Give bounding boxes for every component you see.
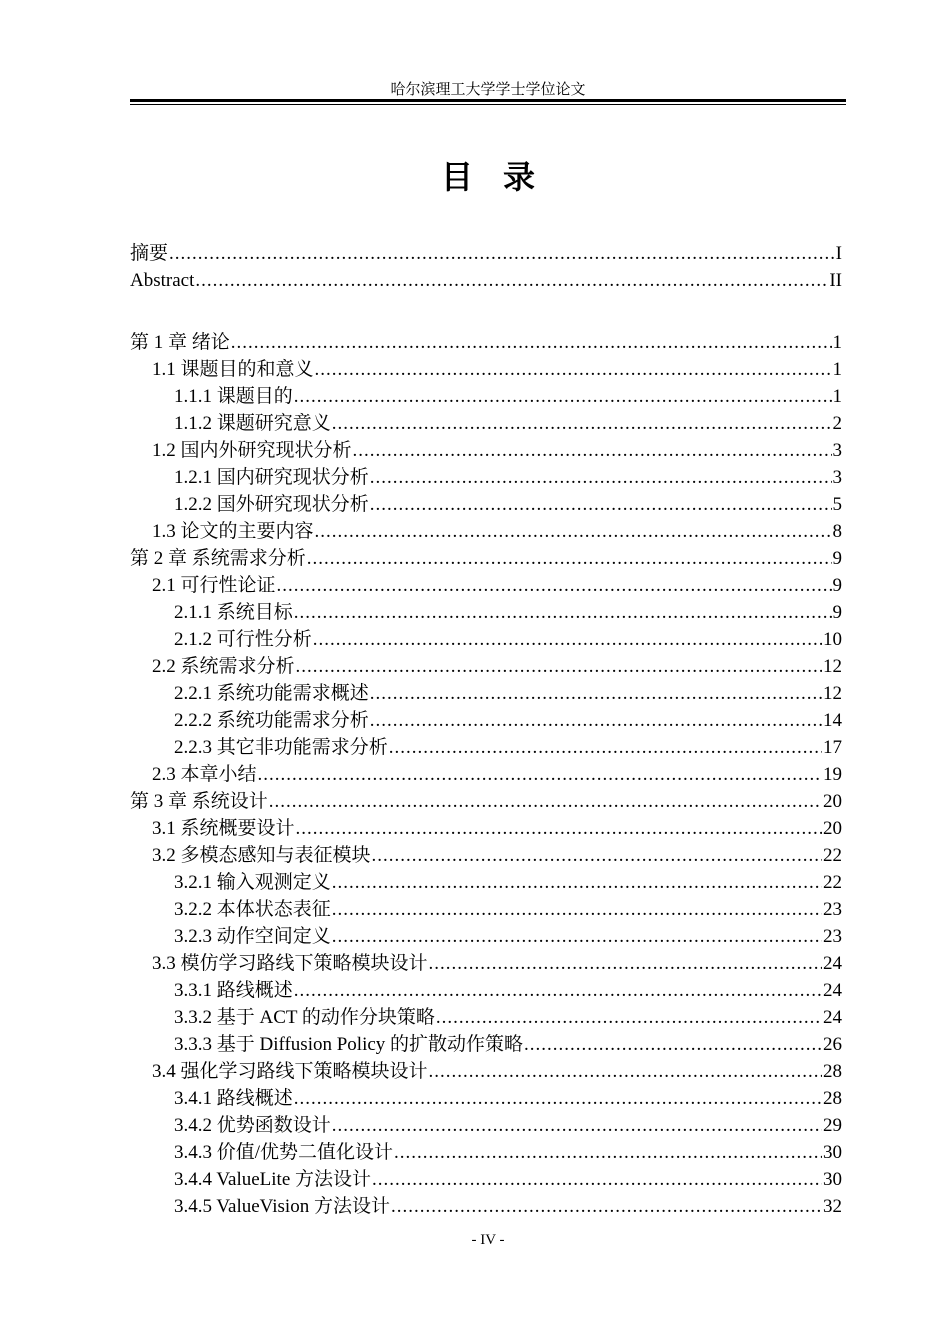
toc-dot-leader	[370, 680, 822, 707]
toc-entry-label: 3.2 多模态感知与表征模块	[152, 845, 371, 866]
toc-entry-page: 12	[823, 683, 842, 704]
toc-dot-leader	[315, 356, 832, 383]
toc-dot-leader	[429, 950, 822, 977]
toc-entry-page: 22	[823, 872, 842, 893]
page-title: 目录	[440, 158, 565, 196]
toc-entry[interactable]	[130, 1085, 842, 1112]
toc-dot-leader	[169, 240, 835, 267]
toc-entry[interactable]	[130, 896, 842, 923]
toc-dot-leader	[372, 842, 822, 869]
toc-entry-label: 3.3 模仿学习路线下策略模块设计	[152, 953, 428, 974]
toc-entry[interactable]	[130, 1004, 842, 1031]
toc-entry-label: 3.4.1 路线概述	[174, 1088, 293, 1109]
toc-entry-label: 3.2.1 输入观测定义	[174, 872, 331, 893]
toc-entry-page: 24	[823, 1007, 842, 1028]
toc-entry[interactable]	[130, 240, 842, 267]
toc-entry[interactable]	[130, 1112, 842, 1139]
toc-entry-page: 28	[823, 1088, 842, 1109]
header-rule-thick	[130, 99, 846, 102]
toc-dot-leader	[394, 1139, 822, 1166]
toc-entry[interactable]	[130, 1031, 842, 1058]
toc-entry-page: I	[835, 243, 842, 264]
toc-entry-page: 22	[823, 845, 842, 866]
toc-dot-leader	[294, 599, 832, 626]
toc-dot-leader	[429, 1058, 822, 1085]
toc-entry-page: 30	[823, 1169, 842, 1190]
toc-entry-page: 24	[823, 980, 842, 1001]
toc-entry[interactable]	[130, 599, 842, 626]
toc-entry-page: 30	[823, 1142, 842, 1163]
toc-entry-page: 29	[823, 1115, 842, 1136]
toc-entry-label: 第 3 章 系统设计	[130, 791, 268, 812]
toc-dot-leader	[391, 1193, 822, 1220]
toc-dot-leader	[524, 1031, 822, 1058]
toc-entry[interactable]	[130, 437, 842, 464]
toc-entry-label: 3.4.3 价值/优势二值化设计	[174, 1142, 394, 1163]
toc-entry[interactable]	[130, 329, 842, 356]
toc-dot-leader	[353, 437, 832, 464]
toc-entry-label: 第 1 章 绪论	[130, 332, 230, 353]
toc-dot-leader	[294, 1085, 822, 1112]
toc-entry-page: 9	[832, 575, 842, 596]
toc-dot-leader	[370, 707, 822, 734]
toc-entry-label: 2.2 系统需求分析	[152, 656, 295, 677]
toc-entry-label: 1.2 国内外研究现状分析	[152, 440, 352, 461]
toc-entry-page: 9	[832, 602, 842, 623]
toc-entry[interactable]	[130, 869, 842, 896]
toc-entry-label: 2.1.1 系统目标	[174, 602, 293, 623]
toc-dot-leader	[332, 410, 832, 437]
toc-entry[interactable]	[130, 626, 842, 653]
toc-entry-page: 20	[823, 791, 842, 812]
toc-entry-label: 1.1.2 课题研究意义	[174, 413, 331, 434]
toc-entry[interactable]	[130, 356, 842, 383]
toc-entry-label: 2.2.3 其它非功能需求分析	[174, 737, 388, 758]
toc-dot-leader	[307, 545, 832, 572]
toc-entry-label: 3.3.1 路线概述	[174, 980, 293, 1001]
toc-entry-label: 1.2.2 国外研究现状分析	[174, 494, 369, 515]
toc-dot-leader	[277, 572, 832, 599]
toc-dot-leader	[372, 1166, 822, 1193]
toc-entry[interactable]	[130, 410, 842, 437]
toc-entry-page: 2	[832, 413, 842, 434]
toc-entry[interactable]	[130, 707, 842, 734]
toc-dot-leader	[332, 923, 822, 950]
toc-entry-page: 5	[832, 494, 842, 515]
toc-entry[interactable]	[130, 923, 842, 950]
toc-entry-label: 2.3 本章小结	[152, 764, 257, 785]
toc-entry-label: Abstract	[130, 270, 195, 291]
toc-dot-leader	[370, 464, 832, 491]
toc-dot-leader	[332, 1112, 822, 1139]
toc-entry-label: 2.1 可行性论证	[152, 575, 276, 596]
toc-entry-label: 1.2.1 国内研究现状分析	[174, 467, 369, 488]
toc-entry-label: 第 2 章 系统需求分析	[130, 548, 306, 569]
toc-entry[interactable]	[130, 950, 842, 977]
toc-entry[interactable]	[130, 1139, 842, 1166]
toc-dot-leader	[296, 653, 822, 680]
toc-entry[interactable]	[130, 653, 842, 680]
toc-entry[interactable]	[130, 1193, 842, 1220]
toc-entry[interactable]	[130, 491, 842, 518]
toc-entry-page: 3	[832, 440, 842, 461]
toc-dot-leader	[296, 815, 822, 842]
toc-entry-label: 摘要	[130, 243, 169, 264]
running-header: 哈尔滨理工大学学士学位论文	[390, 82, 586, 98]
toc-entry-page: 1	[832, 386, 842, 407]
toc-entry-label: 1.1 课题目的和意义	[152, 359, 314, 380]
toc-entry-label: 3.2.2 本体状态表征	[174, 899, 331, 920]
toc-entry-page: 23	[823, 926, 842, 947]
toc-entry[interactable]	[130, 815, 842, 842]
toc-dot-leader	[269, 788, 822, 815]
toc-entry[interactable]	[130, 788, 842, 815]
toc-entry-page: 20	[823, 818, 842, 839]
toc-entry-page: 9	[832, 548, 842, 569]
toc-entry-label: 3.3.2 基于 ACT 的动作分块策略	[174, 1007, 435, 1028]
toc-dot-leader	[332, 869, 822, 896]
toc-entry[interactable]	[130, 545, 842, 572]
toc-entry[interactable]	[130, 734, 842, 761]
toc-entry[interactable]	[130, 1058, 842, 1085]
toc-entry-page: 3	[832, 467, 842, 488]
toc-entry-page: 12	[823, 656, 842, 677]
header-rule-thin	[130, 104, 846, 105]
toc-entry[interactable]	[130, 464, 842, 491]
toc-dot-leader	[315, 518, 832, 545]
toc-entry-page: 14	[823, 710, 842, 731]
toc-entry-page: 26	[823, 1034, 842, 1055]
toc-dot-leader	[370, 491, 832, 518]
toc-entry[interactable]	[130, 761, 842, 788]
toc-dot-leader	[436, 1004, 822, 1031]
toc-entry-label: 3.4 强化学习路线下策略模块设计	[152, 1061, 428, 1082]
page-number: - IV -	[471, 1232, 505, 1248]
toc-entry[interactable]	[130, 1166, 842, 1193]
toc-entry-label: 3.4.2 优势函数设计	[174, 1115, 331, 1136]
toc-entry[interactable]	[130, 842, 842, 869]
toc-dot-leader	[294, 383, 832, 410]
toc-entry-page: II	[829, 270, 842, 291]
toc-entry-label: 2.2.2 系统功能需求分析	[174, 710, 369, 731]
toc-entry-page: 32	[823, 1196, 842, 1217]
toc-entry-label: 1.1.1 课题目的	[174, 386, 293, 407]
toc-entry-label: 3.4.4 ValueLite 方法设计	[174, 1169, 372, 1190]
toc-dot-leader	[313, 626, 822, 653]
toc-entry-label: 3.4.5 ValueVision 方法设计	[174, 1196, 390, 1217]
toc-entry-page: 23	[823, 899, 842, 920]
toc-entry-page: 8	[832, 521, 842, 542]
toc-dot-leader	[332, 896, 822, 923]
toc-entry[interactable]	[130, 572, 842, 599]
toc-entry[interactable]	[130, 977, 842, 1004]
toc-entry-page: 1	[832, 332, 842, 353]
toc-entry-page: 24	[823, 953, 842, 974]
toc-entry-page: 19	[823, 764, 842, 785]
toc-entry-label: 2.2.1 系统功能需求概述	[174, 683, 369, 704]
toc-dot-leader	[195, 267, 828, 294]
toc-entry[interactable]	[130, 383, 842, 410]
toc-dot-leader	[258, 761, 822, 788]
toc-entry-label: 3.1 系统概要设计	[152, 818, 295, 839]
toc-entry-label: 3.2.3 动作空间定义	[174, 926, 331, 947]
toc-entry-page: 10	[823, 629, 842, 650]
toc-entry[interactable]	[130, 518, 842, 545]
toc-dot-leader	[294, 977, 822, 1004]
toc-entry-label: 2.1.2 可行性分析	[174, 629, 312, 650]
table-of-contents	[130, 240, 842, 1220]
toc-entry-page: 28	[823, 1061, 842, 1082]
toc-entry[interactable]	[130, 267, 842, 294]
toc-entry-label: 1.3 论文的主要内容	[152, 521, 314, 542]
toc-entry-page: 17	[823, 737, 842, 758]
toc-dot-leader	[231, 329, 832, 356]
toc-entry-page: 1	[832, 359, 842, 380]
toc-dot-leader	[389, 734, 822, 761]
toc-entry-label: 3.3.3 基于 Diffusion Policy 的扩散动作策略	[174, 1034, 524, 1055]
toc-entry[interactable]	[130, 680, 842, 707]
